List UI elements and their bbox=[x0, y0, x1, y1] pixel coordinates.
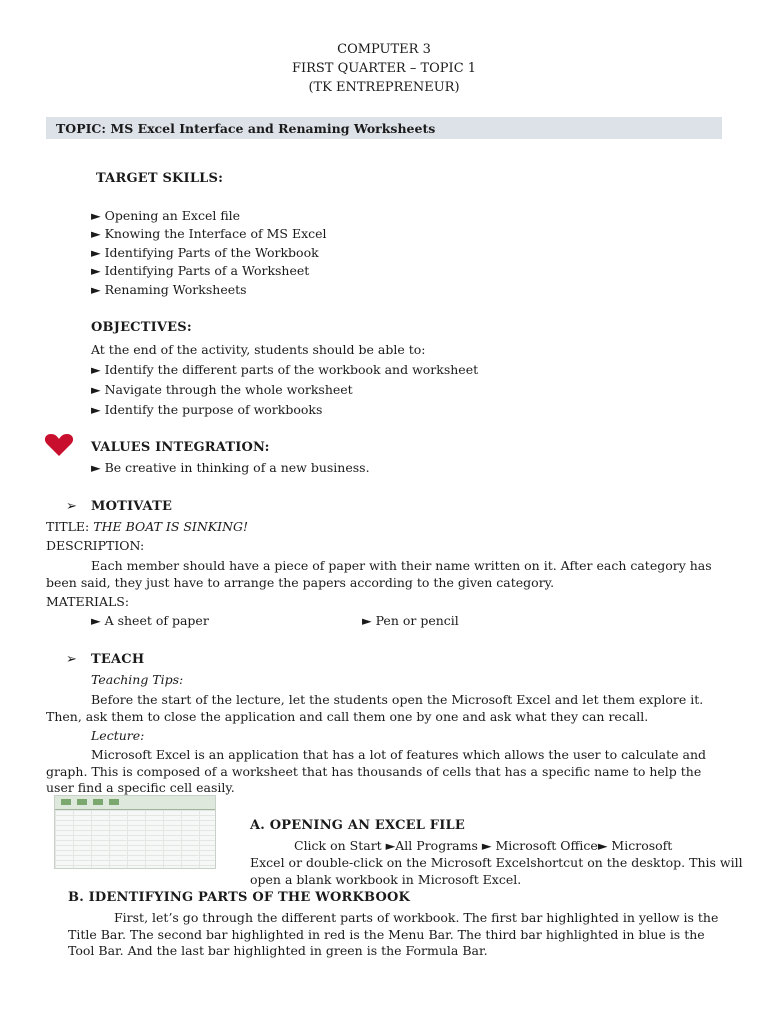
doc-title: COMPUTER 3 bbox=[337, 42, 431, 57]
skill-item: ► Identifying Parts of a Worksheet bbox=[91, 263, 310, 278]
section-b-text: First, let’s go through the different parts of workbook. The first bar highlighted in yellow is the Title Bar. The second bar highlighted in red is the Menu Bar. The third bar highlighted in blue is the Tool Bar. And the last bar highlighted in green is the Formula Bar. bbox=[68, 910, 719, 958]
activity-title-value: THE BOAT IS SINKING! bbox=[93, 519, 249, 534]
section-a-line: open a blank workbook in Microsoft Excel. bbox=[250, 872, 522, 887]
teach-heading: TEACH bbox=[91, 652, 145, 667]
activity-title-label: TITLE: bbox=[46, 519, 94, 534]
objective-item: ► Navigate through the whole worksheet bbox=[91, 382, 353, 397]
section-a-line: Click on Start ►All Programs ► Microsoft Office► Microsoft bbox=[294, 838, 673, 853]
materials-label: MATERIALS: bbox=[46, 594, 130, 609]
skill-item: ► Knowing the Interface of MS Excel bbox=[91, 226, 327, 241]
teaching-tips-text: Before the start of the lecture, let the students open the Microsoft Excel and let them explore it. Then, ask them to close the application and call them one by one and ask what they can recall. bbox=[46, 692, 704, 724]
excel-screenshot-image bbox=[54, 795, 216, 869]
activity-title bbox=[46, 519, 248, 534]
skill-item: ► Renaming Worksheets bbox=[91, 282, 247, 297]
skill-item: ► Identifying Parts of the Workbook bbox=[91, 245, 319, 260]
objective-item: ► Identify the purpose of workbooks bbox=[91, 402, 323, 417]
heart-icon bbox=[44, 433, 74, 457]
material-item: ► Pen or pencil bbox=[362, 613, 459, 628]
section-a-heading: A. OPENING AN EXCEL FILE bbox=[250, 818, 465, 833]
section-b-heading: B. IDENTIFYING PARTS OF THE WORKBOOK bbox=[68, 890, 410, 905]
material-item: ► A sheet of paper bbox=[91, 613, 209, 628]
description-text: Each member should have a piece of paper with their name written on it. After each category has been said, they just have to arrange the papers according to the given category. bbox=[46, 558, 712, 590]
teaching-tips-label: Teaching Tips: bbox=[91, 672, 184, 687]
description-label: DESCRIPTION: bbox=[46, 538, 145, 553]
topic-title: TOPIC: MS Excel Interface and Renaming Worksheets bbox=[56, 121, 436, 136]
teach-arrow-icon: ➢ bbox=[66, 652, 77, 667]
lecture-text: Microsoft Excel is an application that has a lot of features which allows the user to calculate and graph. This is composed of a worksheet that has thousands of cells that has a specific name to help the user find a specific cell easily. bbox=[46, 747, 707, 795]
objectives-heading: OBJECTIVES: bbox=[91, 320, 192, 335]
doc-quarter: FIRST QUARTER – TOPIC 1 bbox=[291, 61, 477, 76]
values-item: ► Be creative in thinking of a new business. bbox=[91, 460, 370, 475]
objectives-intro: At the end of the activity, students should be able to: bbox=[91, 342, 426, 357]
excel-grid bbox=[55, 810, 215, 868]
lecture-label: Lecture: bbox=[91, 728, 145, 743]
objective-item: ► Identify the different parts of the workbook and worksheet bbox=[91, 362, 479, 377]
doc-subject: (TK ENTREPRENEUR) bbox=[308, 80, 460, 95]
values-heading: VALUES INTEGRATION: bbox=[91, 440, 270, 455]
target-skills-heading: TARGET SKILLS: bbox=[96, 171, 224, 186]
motivate-arrow-icon: ➢ bbox=[66, 499, 77, 514]
section-a-line: Excel or double-click on the Microsoft Excelshortcut on the desktop. This will bbox=[250, 855, 743, 870]
motivate-heading: MOTIVATE bbox=[91, 499, 173, 514]
skill-item: ► Opening an Excel file bbox=[91, 208, 241, 223]
excel-ribbon bbox=[55, 796, 215, 810]
